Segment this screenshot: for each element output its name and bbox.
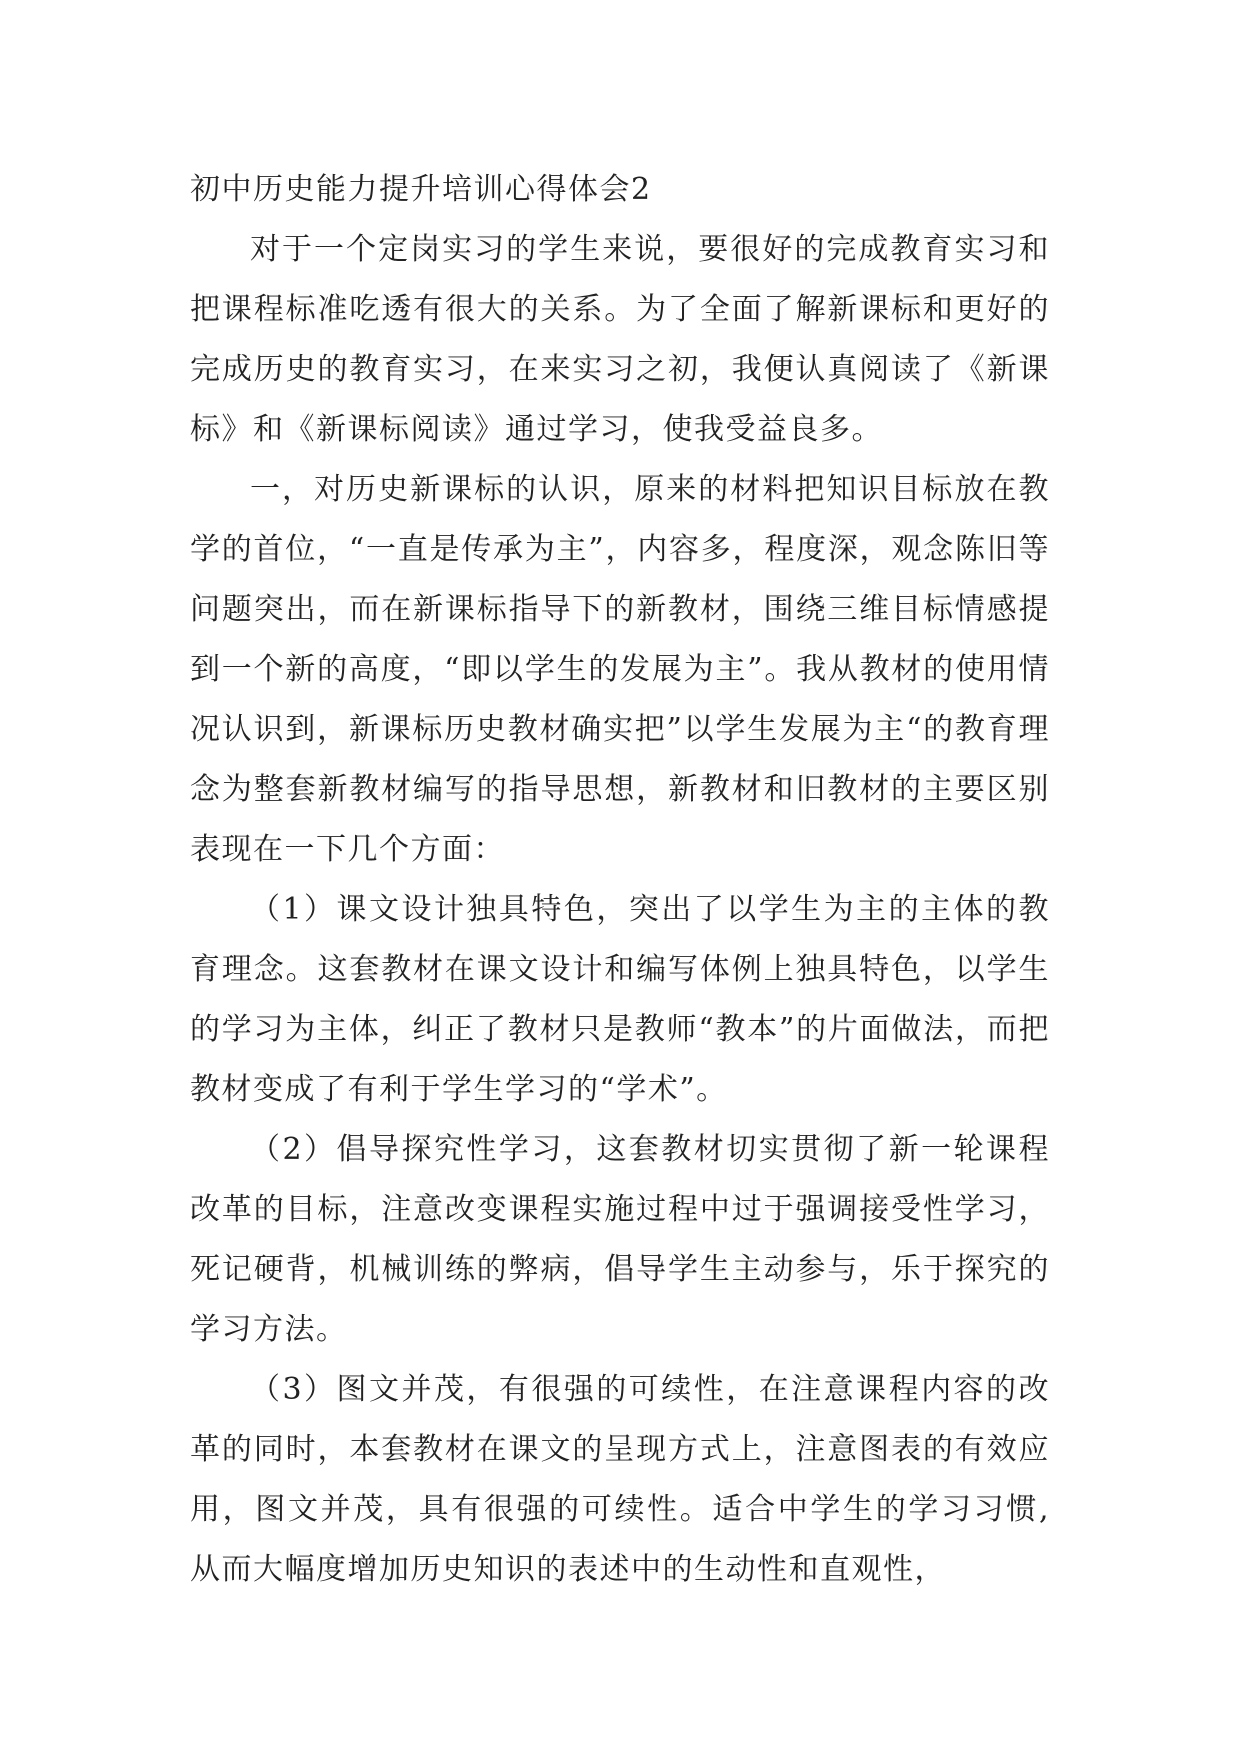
paragraph-point-2: （2）倡导探究性学习，这套教材切实贯彻了新一轮课程改革的目标，注意改变课程实施过程中过于强调接受性学习，死记硬背，机械训练的弊病，倡导学生主动参与，乐于探究的学习方法。 bbox=[190, 1132, 1050, 1347]
document-title: 初中历史能力提升培训心得体会2 bbox=[190, 172, 652, 207]
paragraph-point-1: （1）课文设计独具特色，突出了以学生为主的主体的教育理念。这套教材在课文设计和编写体例上独具特色，以学生的学习为主体，纠正了教材只是教师“教本”的片面做法，而把教材变成了有利于学生学习的“学术”。 bbox=[190, 892, 1050, 1107]
document-body bbox=[190, 160, 1050, 1600]
paragraph-section-one: 一，对历史新课标的认识，原来的材料把知识目标放在教学的首位，“一直是传承为主”，内容多，程度深，观念陈旧等问题突出，而在新课标指导下的新教材，围绕三维目标情感提到一个新的高度，“即以学生的发展为主”。我从教材的使用情况认识到，新课标历史教材确实把”以学生发展为主“的教育理念为整套新教材编写的指导思想，新教材和旧教材的主要区别表现在一下几个方面： bbox=[190, 472, 1050, 867]
paragraph-point-3: （3）图文并茂，有很强的可续性，在注意课程内容的改革的同时，本套教材在课文的呈现方式上，注意图表的有效应用，图文并茂，具有很强的可续性。适合中学生的学习习惯,从而大幅度增加历史知识的表述中的生动性和直观性， bbox=[190, 1372, 1050, 1587]
paragraph-intro: 对于一个定岗实习的学生来说，要很好的完成教育实习和把课程标准吃透有很大的关系。为了全面了解新课标和更好的完成历史的教育实习，在来实习之初，我便认真阅读了《新课标》和《新课标阅读》通过学习，使我受益良多。 bbox=[190, 232, 1050, 447]
